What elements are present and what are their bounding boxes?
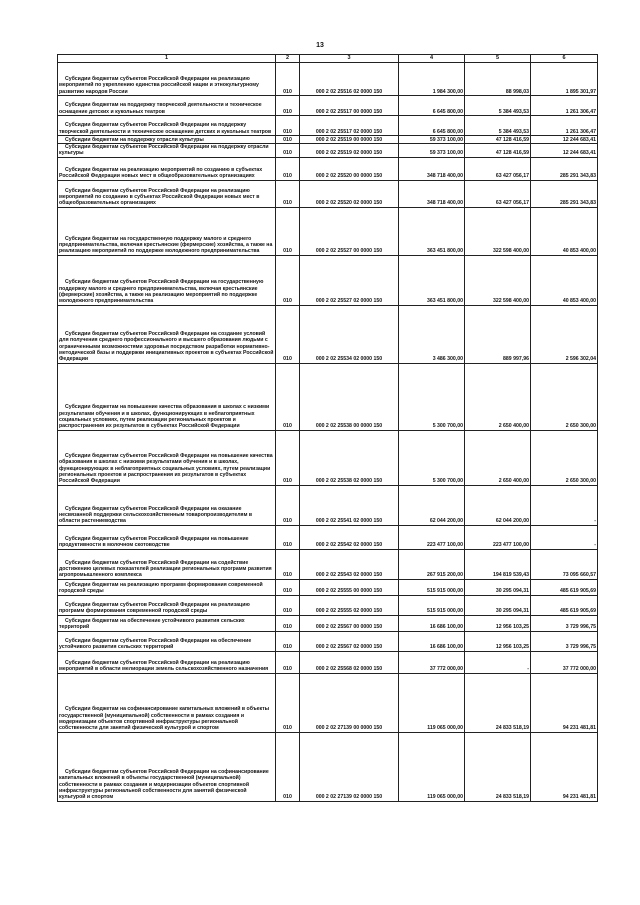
row-name-text: Субсидии бюджетам на повышение качества образования в школах с низкими результатами обучения и в школах, функционирующих в неблагоприятных социальных условиях, путем реализации региональных проектов и распространения их результатов в субъектах Российской Федерации bbox=[59, 404, 270, 430]
row-executed-amount-cell: 47 128 416,59 bbox=[465, 144, 531, 158]
table-row bbox=[58, 116, 598, 136]
row-unexecuted-amount-cell: 1 261 306,47 bbox=[531, 96, 598, 116]
table-row bbox=[58, 207, 598, 255]
row-unexecuted-amount-cell: 3 729 996,75 bbox=[531, 615, 598, 631]
row-approved-amount-cell: 5 300 700,00 bbox=[399, 363, 465, 430]
page-number: 13 bbox=[316, 42, 324, 49]
row-budget-code-cell: 000 2 02 25527 00 0000 150 bbox=[300, 207, 399, 255]
table-row bbox=[58, 485, 598, 525]
row-name-cell bbox=[58, 63, 276, 96]
row-name-text: Субсидии бюджетам субъектов Российской Федерации на обеспечение устойчивого развития сельских территорий bbox=[59, 638, 252, 651]
row-approved-amount-cell: 16 686 100,00 bbox=[399, 615, 465, 631]
row-approved-amount-cell: 5 300 700,00 bbox=[399, 430, 465, 485]
row-executed-amount-cell: 194 819 539,43 bbox=[465, 549, 531, 579]
table-row bbox=[58, 615, 598, 631]
row-admin-code-cell: 010 bbox=[276, 207, 300, 255]
row-executed-amount-cell: 62 044 200,00 bbox=[465, 485, 531, 525]
row-executed-amount-cell: 322 598 400,00 bbox=[465, 255, 531, 305]
row-name-cell bbox=[58, 651, 276, 673]
row-admin-code-cell: 010 bbox=[276, 430, 300, 485]
row-admin-code-cell: 010 bbox=[276, 631, 300, 651]
row-unexecuted-amount-cell: 2 650 300,00 bbox=[531, 363, 598, 430]
row-admin-code-cell: 010 bbox=[276, 255, 300, 305]
row-budget-code-cell: 000 2 02 25555 02 0000 150 bbox=[300, 595, 399, 615]
row-name-cell bbox=[58, 615, 276, 631]
table-row bbox=[58, 255, 598, 305]
row-budget-code-cell: 000 2 02 25541 02 0000 150 bbox=[300, 485, 399, 525]
row-unexecuted-amount-cell: 37 772 000,00 bbox=[531, 651, 598, 673]
row-unexecuted-amount-cell: 12 244 683,41 bbox=[531, 136, 598, 144]
row-budget-code-cell: 000 2 02 25520 02 0000 150 bbox=[300, 180, 399, 207]
row-name-text: Субсидии бюджетам субъектов Российской Федерации на реализацию мероприятий в области мелиорации земель сельскохозяйственного назначения bbox=[59, 660, 269, 673]
row-unexecuted-amount-cell: 3 729 996,75 bbox=[531, 631, 598, 651]
row-executed-amount-cell: 47 128 416,59 bbox=[465, 136, 531, 144]
row-approved-amount-cell: 6 645 800,00 bbox=[399, 116, 465, 136]
row-approved-amount-cell: 62 044 200,00 bbox=[399, 485, 465, 525]
row-name-cell bbox=[58, 144, 276, 158]
row-name-text: Субсидии бюджетам на поддержку творческой деятельности и техническое оснащение детских и кукольных театров bbox=[59, 102, 262, 115]
budget-table bbox=[57, 54, 598, 802]
row-admin-code-cell: 010 bbox=[276, 363, 300, 430]
row-approved-amount-cell: 1 984 300,00 bbox=[399, 63, 465, 96]
row-admin-code-cell: 010 bbox=[276, 579, 300, 595]
row-admin-code-cell: 010 bbox=[276, 485, 300, 525]
row-approved-amount-cell: 267 915 200,00 bbox=[399, 549, 465, 579]
row-name-text: Субсидии бюджетам на реализацию программ формирования современной городской среды bbox=[59, 582, 263, 595]
row-name-text: Субсидии бюджетам субъектов Российской Федерации на реализацию мероприятий по созданию в субъектах Российской Федерации новых мест в общеобразовательных организациях bbox=[59, 187, 260, 207]
table-row bbox=[58, 363, 598, 430]
row-admin-code-cell: 010 bbox=[276, 305, 300, 363]
table-row bbox=[58, 136, 598, 144]
row-budget-code-cell: 000 2 02 25555 00 0000 150 bbox=[300, 579, 399, 595]
row-budget-code-cell: 000 2 02 25534 02 0000 150 bbox=[300, 305, 399, 363]
row-approved-amount-cell: 119 065 000,00 bbox=[399, 673, 465, 732]
row-name-cell bbox=[58, 207, 276, 255]
row-admin-code-cell: 010 bbox=[276, 144, 300, 158]
row-approved-amount-cell: 515 915 000,00 bbox=[399, 579, 465, 595]
row-name-text: Субсидии бюджетам субъектов Российской Федерации на реализацию мероприятий по укреплению единства российской нации и этнокультурному развитию народов России bbox=[59, 75, 259, 95]
table-row bbox=[58, 732, 598, 801]
table-body bbox=[58, 63, 598, 802]
row-budget-code-cell: 000 2 02 25567 00 0000 150 bbox=[300, 615, 399, 631]
row-executed-amount-cell: 88 998,03 bbox=[465, 63, 531, 96]
row-admin-code-cell: 010 bbox=[276, 136, 300, 144]
row-approved-amount-cell: 363 451 800,00 bbox=[399, 255, 465, 305]
row-budget-code-cell: 000 2 02 25517 02 0000 150 bbox=[300, 116, 399, 136]
row-name-cell bbox=[58, 549, 276, 579]
row-unexecuted-amount-cell: - bbox=[531, 485, 598, 525]
column-header-2: 2 bbox=[276, 55, 300, 63]
row-name-text: Субсидии бюджетам субъектов Российской Федерации на поддержку отрасли культуры bbox=[59, 144, 269, 157]
row-executed-amount-cell: 30 295 094,31 bbox=[465, 579, 531, 595]
table-row bbox=[58, 631, 598, 651]
row-approved-amount-cell: 59 373 100,00 bbox=[399, 144, 465, 158]
column-header-3: 3 bbox=[300, 55, 399, 63]
row-name-cell bbox=[58, 732, 276, 801]
row-budget-code-cell: 000 2 02 25519 00 0000 150 bbox=[300, 136, 399, 144]
row-name-cell bbox=[58, 579, 276, 595]
table-row bbox=[58, 595, 598, 615]
row-executed-amount-cell: 30 295 094,31 bbox=[465, 595, 531, 615]
row-admin-code-cell: 010 bbox=[276, 673, 300, 732]
row-name-cell bbox=[58, 673, 276, 732]
row-executed-amount-cell: 2 650 400,00 bbox=[465, 430, 531, 485]
row-name-text: Субсидии бюджетам на реализацию мероприятий по созданию в субъектах Российской Федерации новых мест в общеобразовательных организациях bbox=[59, 167, 263, 180]
row-admin-code-cell: 010 bbox=[276, 549, 300, 579]
table-row bbox=[58, 144, 598, 158]
row-admin-code-cell: 010 bbox=[276, 157, 300, 180]
row-approved-amount-cell: 223 477 100,00 bbox=[399, 525, 465, 549]
table-row bbox=[58, 430, 598, 485]
row-name-cell bbox=[58, 525, 276, 549]
row-approved-amount-cell: 119 065 000,00 bbox=[399, 732, 465, 801]
row-name-text: Субсидии бюджетам субъектов Российской Федерации на реализацию программ формирования современной городской среды bbox=[59, 602, 250, 615]
table-row bbox=[58, 673, 598, 732]
row-executed-amount-cell: 889 997,96 bbox=[465, 305, 531, 363]
row-admin-code-cell: 010 bbox=[276, 96, 300, 116]
row-unexecuted-amount-cell: 40 853 400,00 bbox=[531, 207, 598, 255]
row-budget-code-cell: 000 2 02 25568 02 0000 150 bbox=[300, 651, 399, 673]
row-unexecuted-amount-cell: 94 231 481,81 bbox=[531, 732, 598, 801]
row-name-text: Субсидии бюджетам субъектов Российской Федерации на государственную поддержку малого и среднего предпринимательства, включая крестьянские (фермерские) хозяйства, а также на реализацию мероприятий по поддержке молодежного предпринимательства bbox=[59, 279, 264, 305]
row-name-cell bbox=[58, 631, 276, 651]
column-header-1: 1 bbox=[58, 55, 276, 63]
row-approved-amount-cell: 37 772 000,00 bbox=[399, 651, 465, 673]
row-approved-amount-cell: 3 486 300,00 bbox=[399, 305, 465, 363]
row-executed-amount-cell: 2 650 400,00 bbox=[465, 363, 531, 430]
row-executed-amount-cell: 12 956 103,25 bbox=[465, 631, 531, 651]
row-executed-amount-cell: 223 477 100,00 bbox=[465, 525, 531, 549]
row-approved-amount-cell: 59 373 100,00 bbox=[399, 136, 465, 144]
row-name-cell bbox=[58, 96, 276, 116]
row-name-text: Субсидии бюджетам субъектов Российской Федерации на создание условий для получения среднего профессионального и высшего образования людьми с ограниченными возможностями здоровья посредством разработки нормативно-методической базы и поддержки инициативных проектов в субъектах Российской Федерации bbox=[59, 330, 274, 363]
row-admin-code-cell: 010 bbox=[276, 180, 300, 207]
row-unexecuted-amount-cell: 285 291 343,83 bbox=[531, 180, 598, 207]
table-row bbox=[58, 549, 598, 579]
row-name-cell bbox=[58, 255, 276, 305]
row-executed-amount-cell: - bbox=[465, 651, 531, 673]
row-name-text: Субсидии бюджетам субъектов Российской Федерации на повышение продуктивности в молочном скотоводстве bbox=[59, 536, 249, 549]
row-budget-code-cell: 000 2 02 25538 02 0000 150 bbox=[300, 430, 399, 485]
row-approved-amount-cell: 6 645 800,00 bbox=[399, 96, 465, 116]
row-name-cell bbox=[58, 305, 276, 363]
row-admin-code-cell: 010 bbox=[276, 732, 300, 801]
row-unexecuted-amount-cell: 2 596 302,04 bbox=[531, 305, 598, 363]
column-header-4: 4 bbox=[399, 55, 465, 63]
row-executed-amount-cell: 24 833 518,19 bbox=[465, 673, 531, 732]
row-executed-amount-cell: 24 833 518,19 bbox=[465, 732, 531, 801]
row-unexecuted-amount-cell: 1 895 301,97 bbox=[531, 63, 598, 96]
row-budget-code-cell: 000 2 02 25520 00 0000 150 bbox=[300, 157, 399, 180]
row-approved-amount-cell: 515 915 000,00 bbox=[399, 595, 465, 615]
table-row bbox=[58, 579, 598, 595]
table-row bbox=[58, 180, 598, 207]
row-budget-code-cell: 000 2 02 25542 02 0000 150 bbox=[300, 525, 399, 549]
row-unexecuted-amount-cell: 285 291 343,83 bbox=[531, 157, 598, 180]
row-name-cell bbox=[58, 180, 276, 207]
row-admin-code-cell: 010 bbox=[276, 63, 300, 96]
table-row bbox=[58, 157, 598, 180]
row-name-cell bbox=[58, 157, 276, 180]
row-unexecuted-amount-cell: - bbox=[531, 525, 598, 549]
row-admin-code-cell: 010 bbox=[276, 615, 300, 631]
row-unexecuted-amount-cell: 40 853 400,00 bbox=[531, 255, 598, 305]
row-executed-amount-cell: 5 384 493,53 bbox=[465, 96, 531, 116]
row-approved-amount-cell: 348 718 400,00 bbox=[399, 157, 465, 180]
row-budget-code-cell: 000 2 02 25519 02 0000 150 bbox=[300, 144, 399, 158]
table-row bbox=[58, 96, 598, 116]
row-admin-code-cell: 010 bbox=[276, 651, 300, 673]
row-unexecuted-amount-cell: 485 619 905,69 bbox=[531, 579, 598, 595]
row-name-text: Субсидии бюджетам на поддержку отрасли культуры bbox=[65, 136, 204, 143]
column-header-5: 5 bbox=[465, 55, 531, 63]
row-admin-code-cell: 010 bbox=[276, 525, 300, 549]
row-executed-amount-cell: 322 598 400,00 bbox=[465, 207, 531, 255]
table-row bbox=[58, 525, 598, 549]
row-name-text: Субсидии бюджетам субъектов Российской Федерации на оказание несвязанной поддержки сельскохозяйственным товаропроизводителям в области растениеводства bbox=[59, 505, 253, 525]
row-name-text: Субсидии бюджетам субъектов Российской Федерации на повышение качества образования в школах с низкими результатами обучения и в школах, функционирующих в неблагоприятных социальных условиях, путем реализации региональных проектов и распространения их результатов в субъектах Российской Федерации bbox=[59, 452, 273, 485]
row-unexecuted-amount-cell: 12 244 683,41 bbox=[531, 144, 598, 158]
row-unexecuted-amount-cell: 485 619 905,69 bbox=[531, 595, 598, 615]
row-executed-amount-cell: 5 384 493,53 bbox=[465, 116, 531, 136]
row-approved-amount-cell: 16 686 100,00 bbox=[399, 631, 465, 651]
row-name-text: Субсидии бюджетам на софинансирование капитальных вложений в объекты государственной (муниципальной) собственности в рамках создания и модернизации объектов спортивной инфраструктуры региональной собственности для занятий физической культурой и спортом bbox=[59, 706, 270, 732]
row-unexecuted-amount-cell: 73 095 660,57 bbox=[531, 549, 598, 579]
column-number-row bbox=[58, 55, 598, 63]
row-name-cell bbox=[58, 485, 276, 525]
row-budget-code-cell: 000 2 02 25517 00 0000 150 bbox=[300, 96, 399, 116]
row-budget-code-cell: 000 2 02 27139 02 0000 150 bbox=[300, 732, 399, 801]
row-unexecuted-amount-cell: 94 231 481,81 bbox=[531, 673, 598, 732]
row-executed-amount-cell: 63 427 056,17 bbox=[465, 157, 531, 180]
row-name-cell bbox=[58, 116, 276, 136]
row-budget-code-cell: 000 2 02 25516 02 0000 150 bbox=[300, 63, 399, 96]
table-row bbox=[58, 63, 598, 96]
row-name-cell bbox=[58, 363, 276, 430]
row-unexecuted-amount-cell: 1 261 306,47 bbox=[531, 116, 598, 136]
row-approved-amount-cell: 348 718 400,00 bbox=[399, 180, 465, 207]
column-header-6: 6 bbox=[531, 55, 598, 63]
row-budget-code-cell: 000 2 02 25567 02 0000 150 bbox=[300, 631, 399, 651]
row-name-cell bbox=[58, 136, 276, 144]
row-unexecuted-amount-cell: 2 650 300,00 bbox=[531, 430, 598, 485]
row-budget-code-cell: 000 2 02 27139 00 0000 150 bbox=[300, 673, 399, 732]
row-budget-code-cell: 000 2 02 25538 00 0000 150 bbox=[300, 363, 399, 430]
row-name-cell bbox=[58, 595, 276, 615]
row-executed-amount-cell: 63 427 056,17 bbox=[465, 180, 531, 207]
row-name-text: Субсидии бюджетам на государственную поддержку малого и среднего предпринимательства, включая крестьянские (фермерские) хозяйства, а также на реализацию мероприятий по поддержке молодежного предпринимательства bbox=[59, 235, 273, 255]
row-budget-code-cell: 000 2 02 25543 02 0000 150 bbox=[300, 549, 399, 579]
row-name-text: Субсидии бюджетам субъектов Российской Федерации на поддержку творческой деятельности и техническое оснащение детских и кукольных театров bbox=[59, 122, 272, 135]
table-row bbox=[58, 305, 598, 363]
row-approved-amount-cell: 363 451 800,00 bbox=[399, 207, 465, 255]
row-name-text: Субсидии бюджетам субъектов Российской Федерации на софинансирование капитальных вложений в объекты государственной (муниципальной) собственности в рамках создания и модернизации объектов спортивной инфраструктуры региональной собственности для занятий физической культурой и спортом bbox=[59, 768, 269, 801]
table-row bbox=[58, 651, 598, 673]
row-admin-code-cell: 010 bbox=[276, 595, 300, 615]
row-admin-code-cell: 010 bbox=[276, 116, 300, 136]
row-executed-amount-cell: 12 956 103,25 bbox=[465, 615, 531, 631]
row-budget-code-cell: 000 2 02 25527 02 0000 150 bbox=[300, 255, 399, 305]
row-name-text: Субсидии бюджетам субъектов Российской Федерации на содействие достижению целевых показателей реализации региональных программ развития агропромышленного комплекса bbox=[59, 559, 272, 579]
row-name-text: Субсидии бюджетам на обеспечение устойчивого развития сельских территорий bbox=[59, 618, 245, 631]
row-name-cell bbox=[58, 430, 276, 485]
